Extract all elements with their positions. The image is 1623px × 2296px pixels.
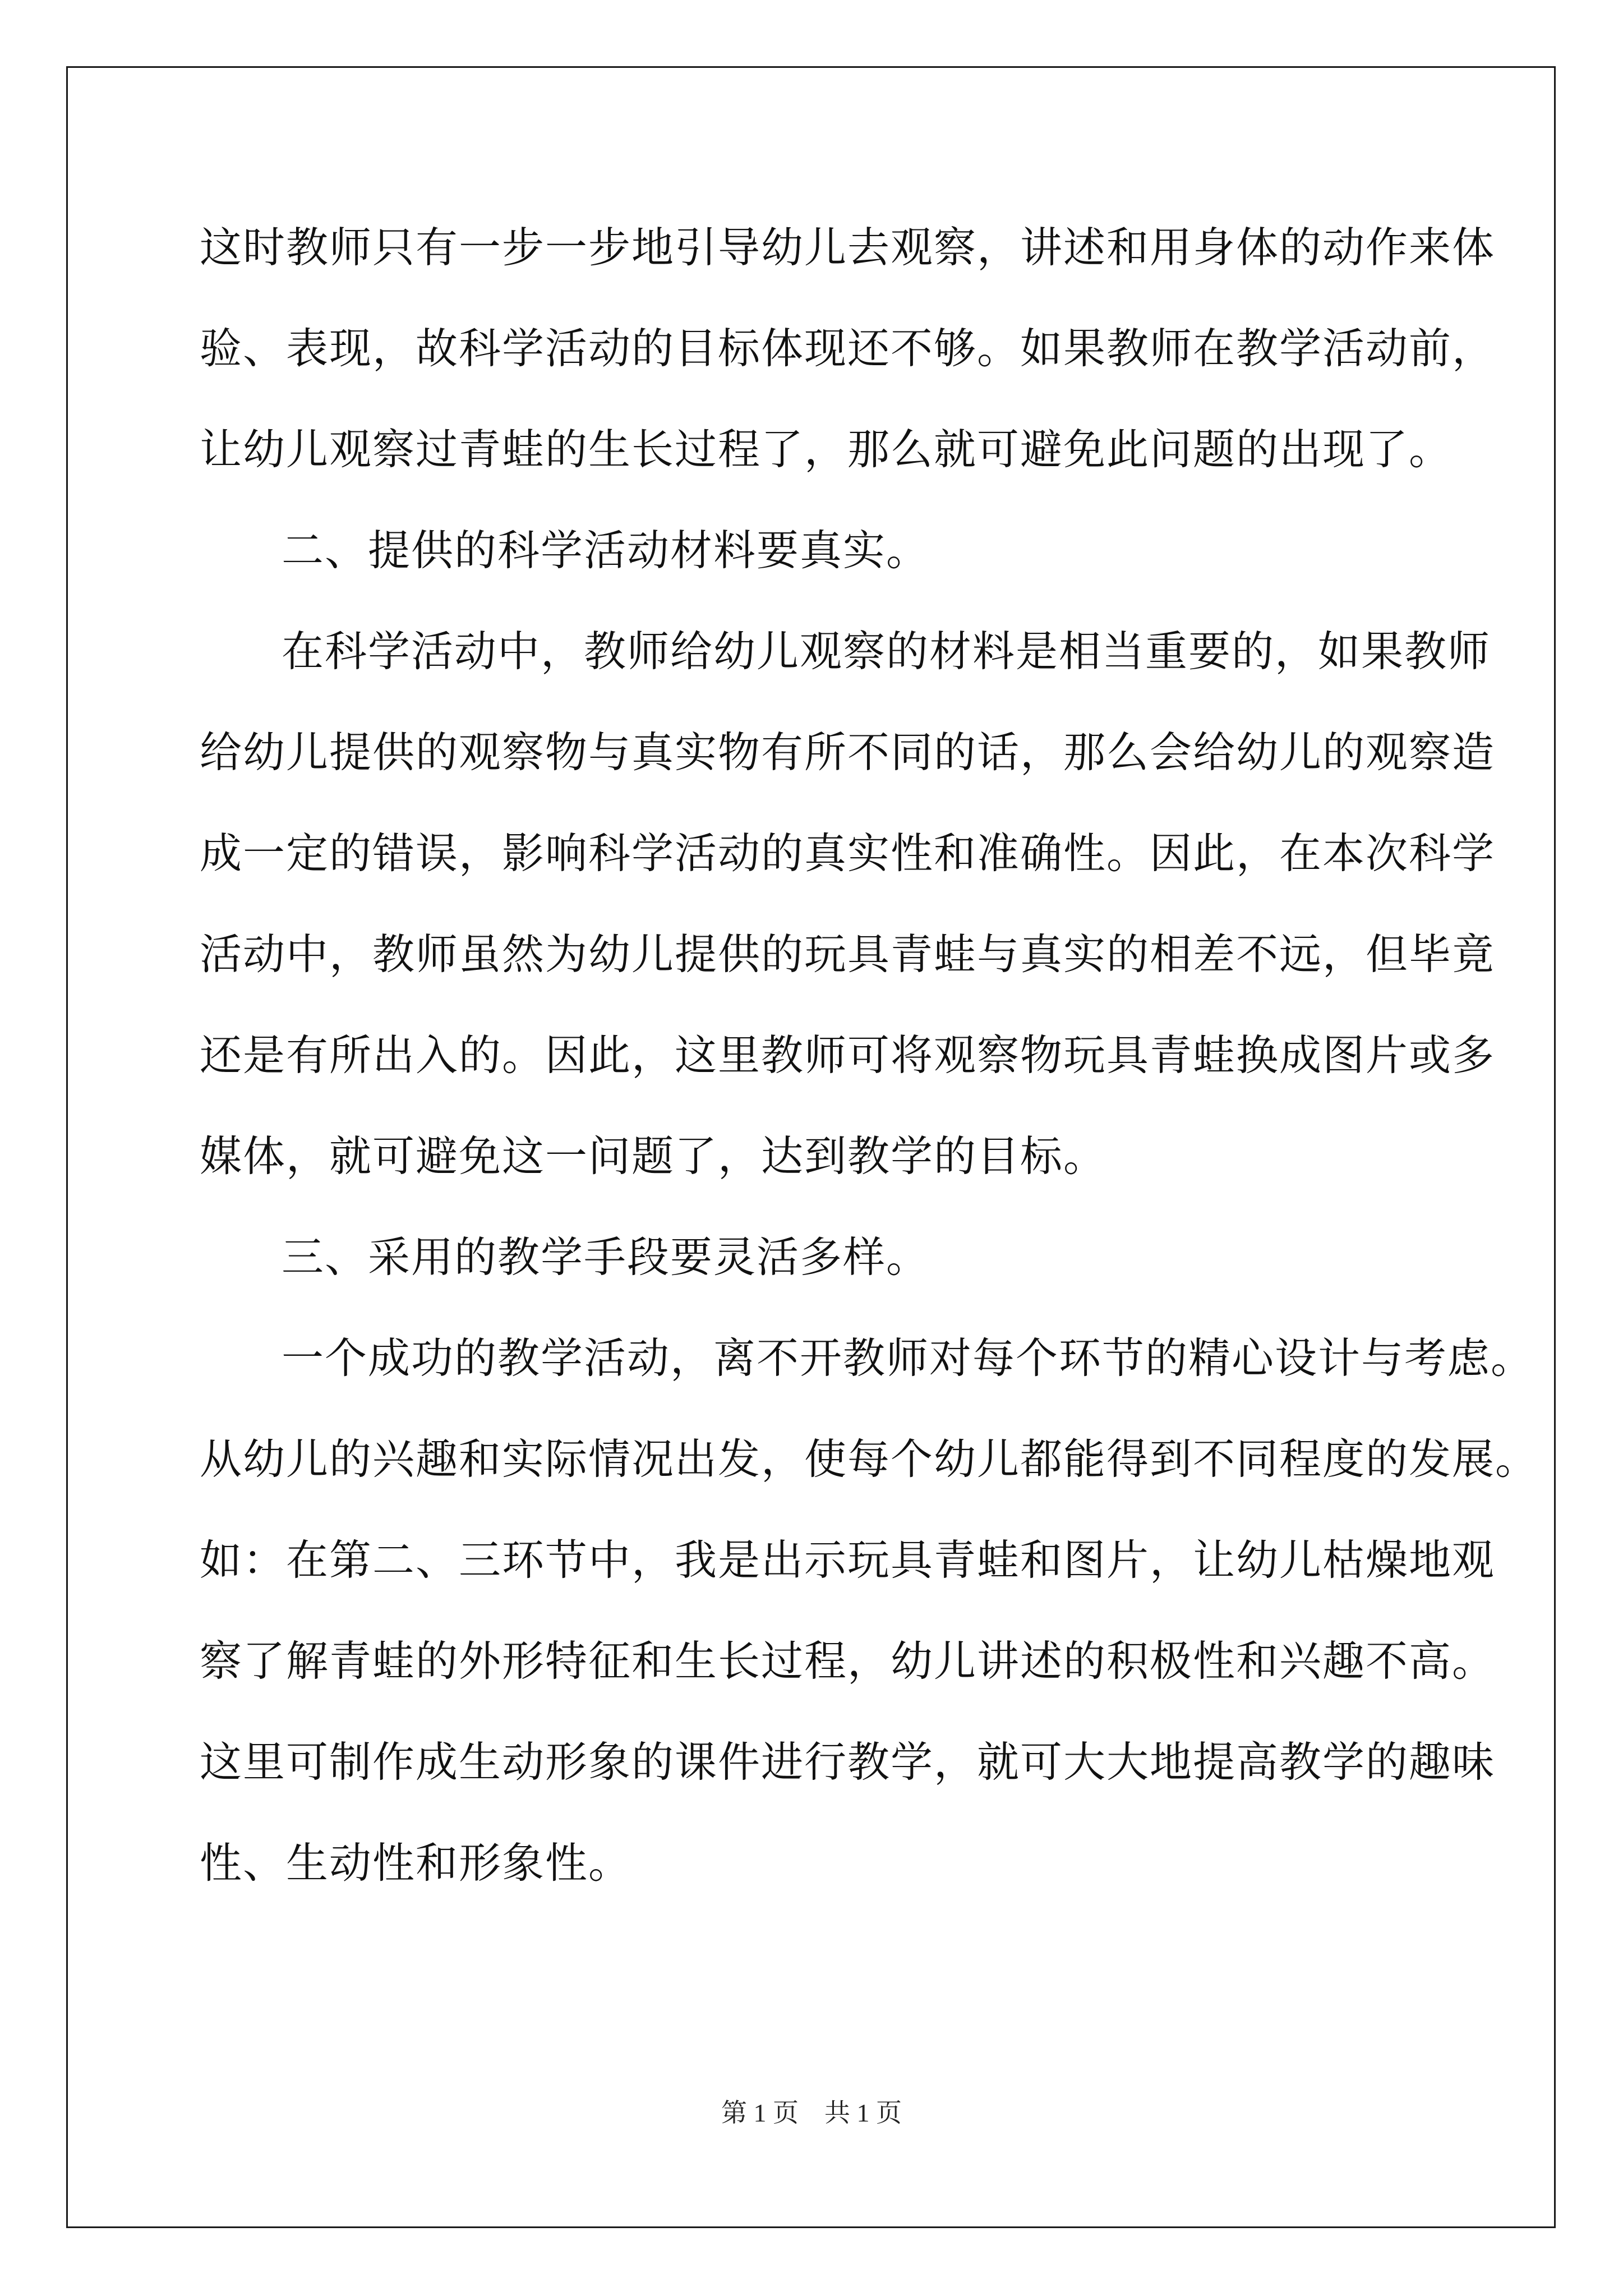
text-line: 这里可制作成生动形象的课件进行教学，就可大大地提高教学的趣味 [200, 1737, 1496, 1787]
text-line: 还是有所出入的。因此，这里教师可将观察物玩具青蛙换成图片或多 [200, 1030, 1496, 1080]
section-heading: 三、采用的教学手段要灵活多样。 [282, 1232, 930, 1282]
paragraph-start: 一个成功的教学活动，离不开教师对每个环节的精心设计与考虑。 [282, 1333, 1534, 1383]
text-line: 如：在第二、三环节中，我是出示玩具青蛙和图片，让幼儿枯燥地观 [200, 1535, 1496, 1585]
text-line: 验、表现，故科学活动的目标体现还不够。如果教师在教学活动前， [200, 324, 1496, 373]
text-line: 给幼儿提供的观察物与真实物有所不同的话，那么会给幼儿的观察造 [200, 728, 1496, 777]
text-line: 性、生动性和形象性。 [200, 1838, 632, 1888]
text-line: 这时教师只有一步一步地引导幼儿去观察，讲述和用身体的动作来体 [200, 223, 1496, 272]
document-body [200, 217, 1539, 1933]
text-line: 成一定的错误，影响科学活动的真实性和准确性。因此，在本次科学 [200, 829, 1496, 878]
text-line: 媒体，就可避免这一问题了，达到教学的目标。 [200, 1131, 1107, 1181]
section-heading: 二、提供的科学活动材料要真实。 [282, 526, 930, 575]
paragraph-start: 在科学活动中，教师给幼儿观察的材料是相当重要的，如果教师 [282, 627, 1491, 676]
text-line: 从幼儿的兴趣和实际情况出发，使每个幼儿都能得到不同程度的发展。 [200, 1434, 1539, 1484]
text-line: 活动中，教师虽然为幼儿提供的玩具青蛙与真实的相差不远，但毕竟 [200, 930, 1496, 979]
text-line: 察了解青蛙的外形特征和生长过程，幼儿讲述的积极性和兴趣不高。 [200, 1636, 1496, 1686]
page-number-footer: 第 1 页 共 1 页 [721, 2099, 902, 2127]
text-line: 让幼儿观察过青蛙的生长过程了，那么就可避免此问题的出现了。 [200, 425, 1453, 474]
